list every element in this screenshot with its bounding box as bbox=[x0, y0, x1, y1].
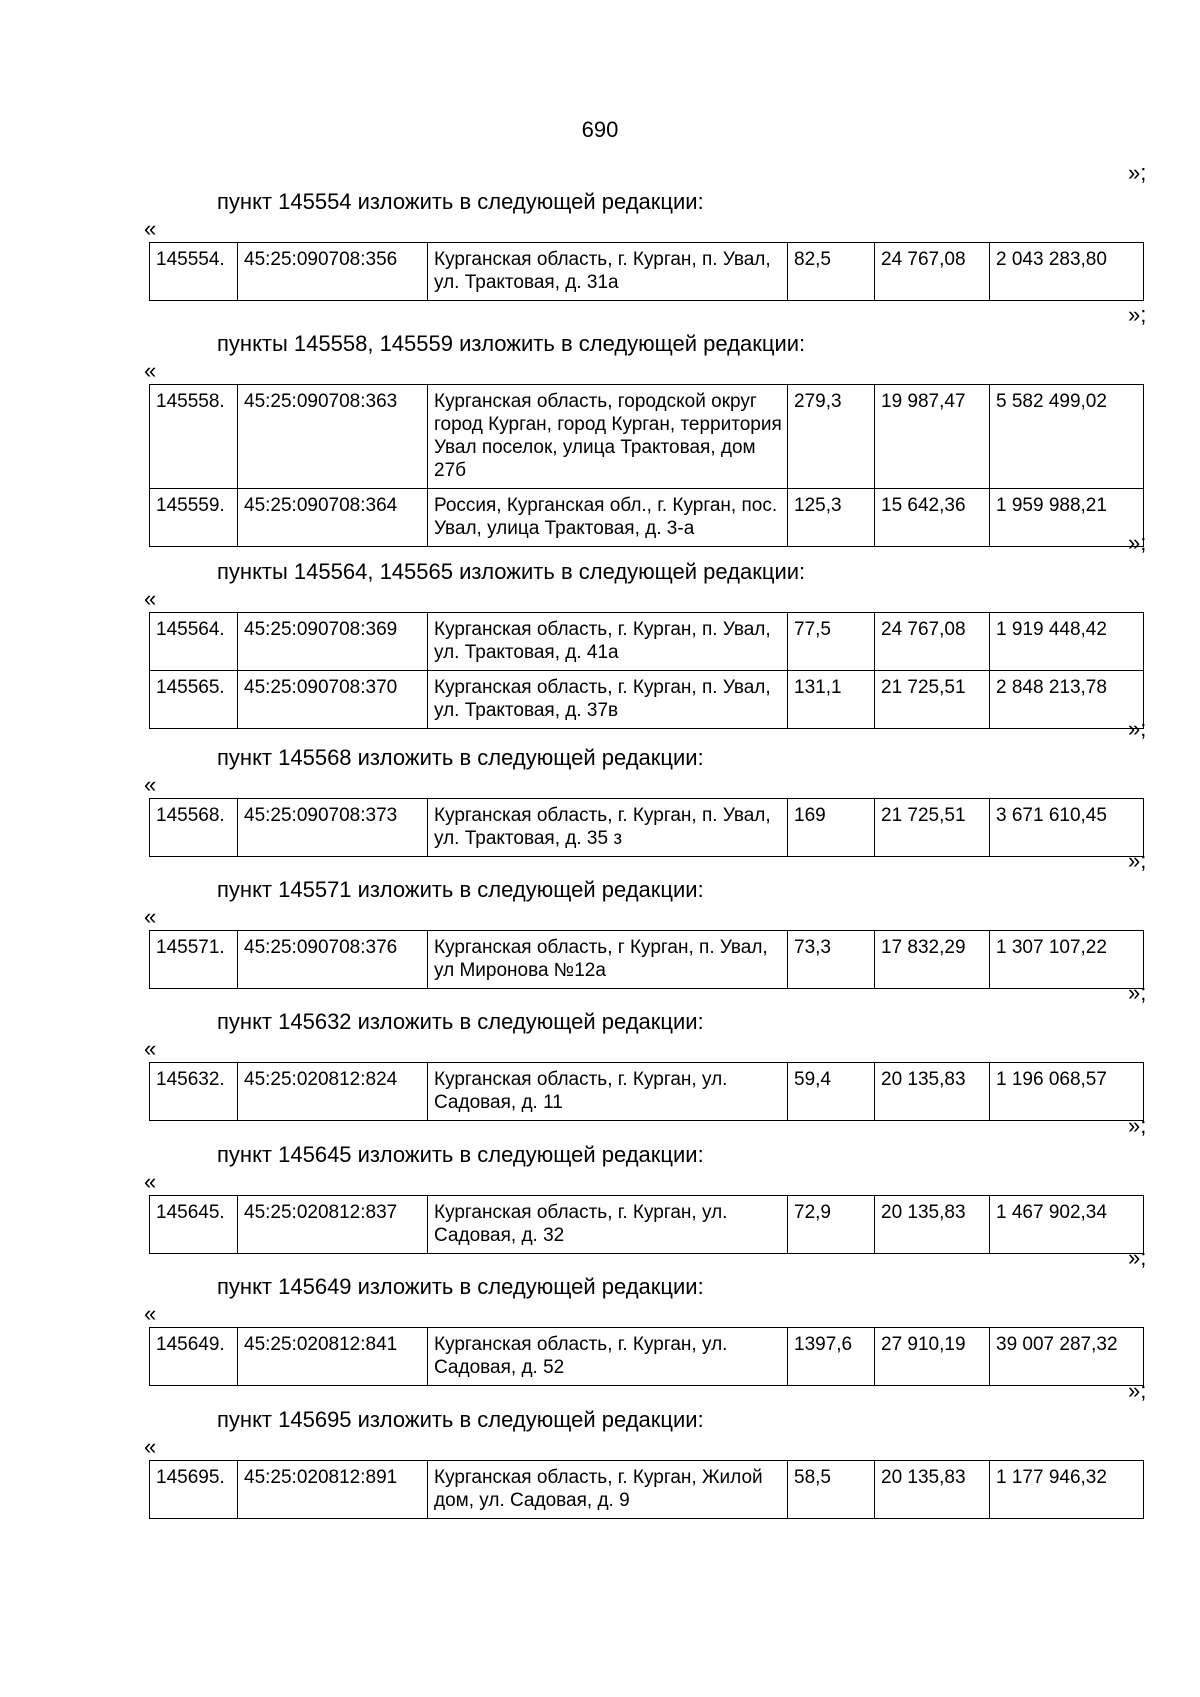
cell-unit-value: 19 987,47 bbox=[875, 385, 990, 489]
cell-cadastral-number: 45:25:090708:364 bbox=[238, 489, 428, 547]
cell-area: 125,3 bbox=[788, 489, 875, 547]
cell-unit-value: 24 767,08 bbox=[875, 613, 990, 671]
cell-area: 59,4 bbox=[788, 1063, 875, 1121]
table-row bbox=[150, 385, 1144, 489]
closing-quote: »; bbox=[1128, 848, 1147, 873]
cell-address: Курганская область, г. Курган, ул. Садовая, д. 52 bbox=[428, 1328, 788, 1386]
amendment-heading: пункты 145564, 145565 изложить в следующей редакции: bbox=[217, 559, 806, 584]
cell-item-number: 145632. bbox=[150, 1063, 238, 1121]
cell-unit-value: 15 642,36 bbox=[875, 489, 990, 547]
cell-item-number: 145558. bbox=[150, 385, 238, 489]
property-table bbox=[149, 242, 1144, 301]
cell-area: 73,3 bbox=[788, 931, 875, 989]
cell-cadastral-number: 45:25:090708:363 bbox=[238, 385, 428, 489]
opening-quote: « bbox=[144, 772, 157, 797]
cell-item-number: 145649. bbox=[150, 1328, 238, 1386]
cell-unit-value: 20 135,83 bbox=[875, 1196, 990, 1254]
cell-item-number: 145695. bbox=[150, 1461, 238, 1519]
cell-cadastral-number: 45:25:090708:369 bbox=[238, 613, 428, 671]
opening-quote: « bbox=[144, 1169, 157, 1194]
property-table bbox=[149, 1062, 1144, 1121]
opening-quote: « bbox=[144, 1301, 157, 1326]
cell-area: 279,3 bbox=[788, 385, 875, 489]
cell-cadastral-value: 3 671 610,45 bbox=[990, 799, 1144, 857]
cell-cadastral-value: 5 582 499,02 bbox=[990, 385, 1144, 489]
closing-quote: »; bbox=[1128, 302, 1147, 327]
cell-address: Курганская область, г. Курган, п. Увал, ул. Трактовая, д. 31а bbox=[428, 243, 788, 301]
table-row bbox=[150, 1328, 1144, 1386]
table-row bbox=[150, 613, 1144, 671]
cell-cadastral-number: 45:25:090708:376 bbox=[238, 931, 428, 989]
closing-quote: »; bbox=[1128, 1245, 1147, 1270]
cell-area: 58,5 bbox=[788, 1461, 875, 1519]
cell-cadastral-value: 39 007 287,32 bbox=[990, 1328, 1144, 1386]
amendment-heading: пункт 145571 изложить в следующей редакции: bbox=[217, 877, 704, 902]
cell-unit-value: 27 910,19 bbox=[875, 1328, 990, 1386]
cell-address: Курганская область, г. Курган, п. Увал, ул. Трактовая, д. 41а bbox=[428, 613, 788, 671]
amendment-heading: пункт 145649 изложить в следующей редакции: bbox=[217, 1274, 704, 1299]
opening-quote: « bbox=[144, 216, 157, 241]
cell-cadastral-value: 2 848 213,78 bbox=[990, 671, 1144, 729]
cell-cadastral-value: 1 196 068,57 bbox=[990, 1063, 1144, 1121]
table-row bbox=[150, 931, 1144, 989]
cell-area: 131,1 bbox=[788, 671, 875, 729]
property-table bbox=[149, 612, 1144, 729]
cell-cadastral-value: 1 467 902,34 bbox=[990, 1196, 1144, 1254]
cell-cadastral-number: 45:25:090708:356 bbox=[238, 243, 428, 301]
cell-address: Курганская область, г. Курган, Жилой дом, ул. Садовая, д. 9 bbox=[428, 1461, 788, 1519]
amendment-heading: пункты 145558, 145559 изложить в следующей редакции: bbox=[217, 331, 806, 356]
cell-address: Курганская область, городской округ город Курган, город Курган, территория Увал поселок, улица Трактовая, дом 27б bbox=[428, 385, 788, 489]
cell-cadastral-value: 2 043 283,80 bbox=[990, 243, 1144, 301]
opening-quote: « bbox=[144, 586, 157, 611]
cell-cadastral-number: 45:25:020812:824 bbox=[238, 1063, 428, 1121]
opening-quote: « bbox=[144, 1036, 157, 1061]
cell-cadastral-number: 45:25:090708:370 bbox=[238, 671, 428, 729]
cell-cadastral-number: 45:25:020812:841 bbox=[238, 1328, 428, 1386]
cell-unit-value: 24 767,08 bbox=[875, 243, 990, 301]
cell-unit-value: 21 725,51 bbox=[875, 799, 990, 857]
cell-cadastral-number: 45:25:020812:837 bbox=[238, 1196, 428, 1254]
cell-cadastral-value: 1 959 988,21 bbox=[990, 489, 1144, 547]
cell-item-number: 145564. bbox=[150, 613, 238, 671]
property-table bbox=[149, 384, 1144, 547]
amendment-heading: пункт 145568 изложить в следующей редакции: bbox=[217, 745, 704, 770]
cell-item-number: 145568. bbox=[150, 799, 238, 857]
cell-cadastral-number: 45:25:020812:891 bbox=[238, 1461, 428, 1519]
cell-area: 72,9 bbox=[788, 1196, 875, 1254]
table-row bbox=[150, 489, 1144, 547]
closing-quote: »; bbox=[1128, 1113, 1147, 1138]
closing-quote: »; bbox=[1128, 1378, 1147, 1403]
property-table bbox=[149, 798, 1144, 857]
cell-area: 1397,6 bbox=[788, 1328, 875, 1386]
table-row bbox=[150, 243, 1144, 301]
property-table bbox=[149, 1460, 1144, 1519]
cell-cadastral-value: 1 919 448,42 bbox=[990, 613, 1144, 671]
cell-area: 169 bbox=[788, 799, 875, 857]
cell-cadastral-value: 1 177 946,32 bbox=[990, 1461, 1144, 1519]
amendment-heading: пункт 145554 изложить в следующей редакции: bbox=[217, 189, 704, 214]
cell-address: Курганская область, г. Курган, ул. Садовая, д. 32 bbox=[428, 1196, 788, 1254]
cell-unit-value: 21 725,51 bbox=[875, 671, 990, 729]
property-table bbox=[149, 930, 1144, 989]
opening-quote: « bbox=[144, 904, 157, 929]
page-number: 690 bbox=[581, 117, 619, 142]
cell-area: 82,5 bbox=[788, 243, 875, 301]
cell-address: Курганская область, г Курган, п. Увал, ул Миронова №12а bbox=[428, 931, 788, 989]
cell-unit-value: 20 135,83 bbox=[875, 1461, 990, 1519]
cell-unit-value: 20 135,83 bbox=[875, 1063, 990, 1121]
cell-address: Курганская область, г. Курган, ул. Садовая, д. 11 bbox=[428, 1063, 788, 1121]
amendment-heading: пункт 145645 изложить в следующей редакции: bbox=[217, 1142, 704, 1167]
closing-quote: »; bbox=[1128, 530, 1147, 555]
cell-address: Россия, Курганская обл., г. Курган, пос. Увал, улица Трактовая, д. 3-а bbox=[428, 489, 788, 547]
cell-area: 77,5 bbox=[788, 613, 875, 671]
cell-cadastral-value: 1 307 107,22 bbox=[990, 931, 1144, 989]
cell-address: Курганская область, г. Курган, п. Увал, ул. Трактовая, д. 35 з bbox=[428, 799, 788, 857]
cell-item-number: 145554. bbox=[150, 243, 238, 301]
cell-item-number: 145645. bbox=[150, 1196, 238, 1254]
property-table bbox=[149, 1195, 1144, 1254]
cell-address: Курганская область, г. Курган, п. Увал, ул. Трактовая, д. 37в bbox=[428, 671, 788, 729]
property-table bbox=[149, 1327, 1144, 1386]
opening-quote: « bbox=[144, 358, 157, 383]
closing-quote: »; bbox=[1128, 716, 1147, 741]
cell-cadastral-number: 45:25:090708:373 bbox=[238, 799, 428, 857]
table-row bbox=[150, 671, 1144, 729]
amendment-heading: пункт 145632 изложить в следующей редакции: bbox=[217, 1009, 704, 1034]
table-row bbox=[150, 1196, 1144, 1254]
cell-item-number: 145559. bbox=[150, 489, 238, 547]
closing-quote: »; bbox=[1128, 160, 1147, 185]
closing-quote: »; bbox=[1128, 980, 1147, 1005]
table-row bbox=[150, 1461, 1144, 1519]
opening-quote: « bbox=[144, 1434, 157, 1459]
cell-item-number: 145571. bbox=[150, 931, 238, 989]
amendment-heading: пункт 145695 изложить в следующей редакции: bbox=[217, 1407, 704, 1432]
table-row bbox=[150, 799, 1144, 857]
cell-unit-value: 17 832,29 bbox=[875, 931, 990, 989]
cell-item-number: 145565. bbox=[150, 671, 238, 729]
table-row bbox=[150, 1063, 1144, 1121]
